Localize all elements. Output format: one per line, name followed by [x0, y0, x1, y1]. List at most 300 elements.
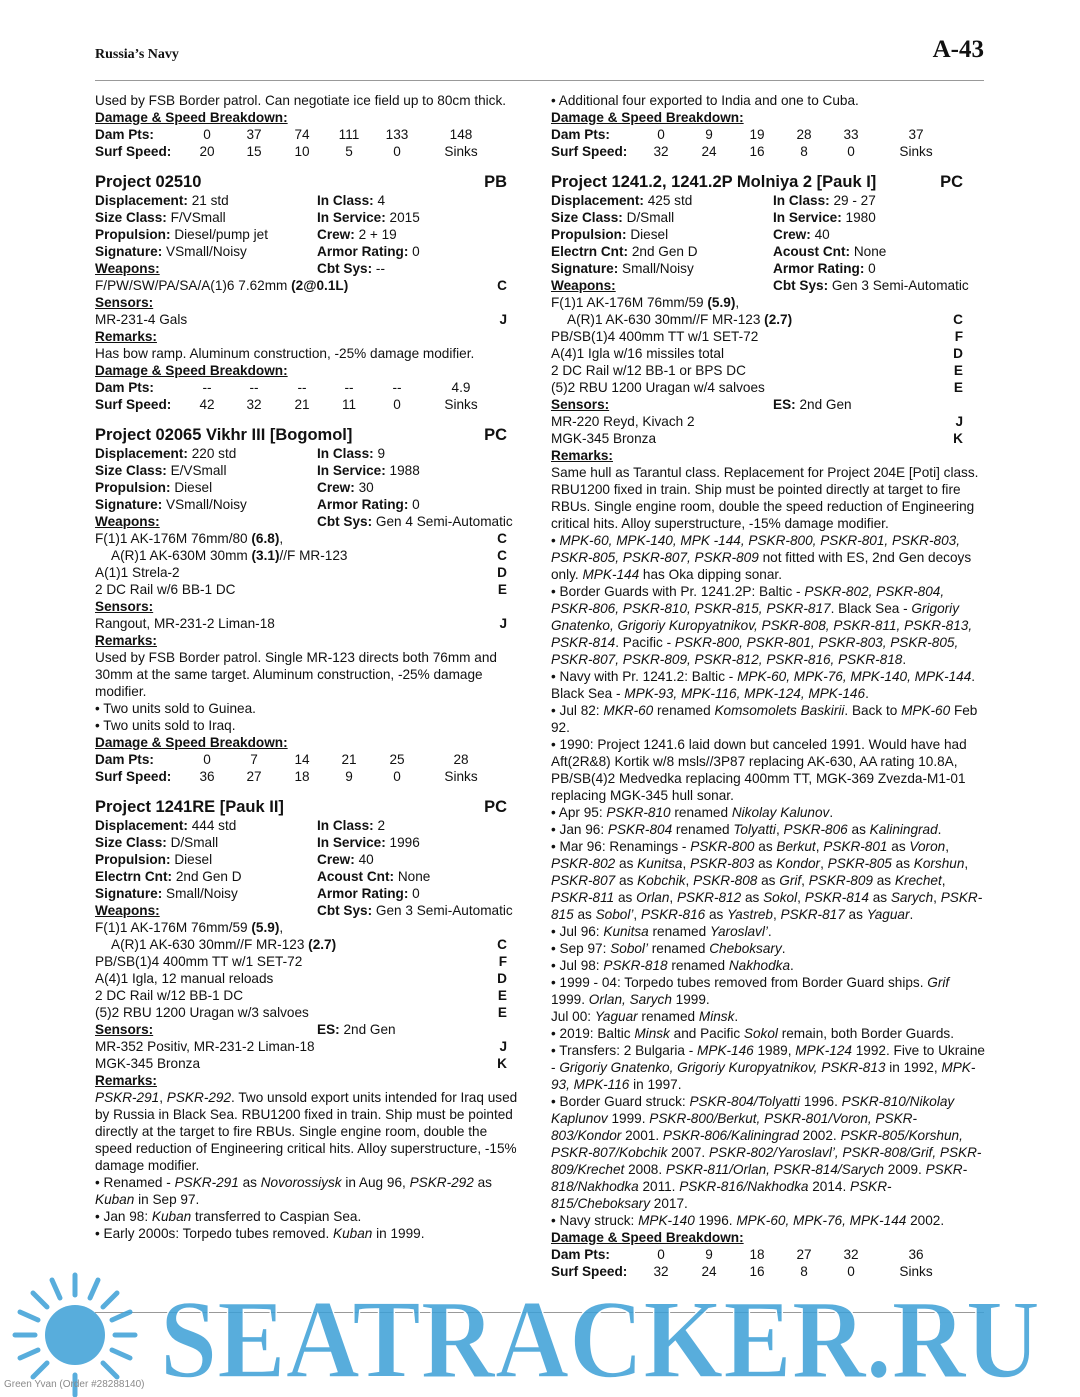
spec-value: 0 — [412, 497, 420, 512]
dam-value: 0 — [203, 127, 211, 142]
sensor-code: J — [499, 1039, 507, 1054]
spec-value: 2 — [377, 818, 386, 833]
speed-label: Surf Speed: — [95, 769, 172, 784]
weapon-text: PB/SB(1)4 400mm TT w/1 SET-72 — [551, 329, 759, 344]
spec-row — [95, 834, 525, 851]
weapon-text: , — [735, 295, 740, 310]
remark-bullet: • Apr 95: PSKR-810 renamed Nikolay Kalunov. — [551, 805, 834, 820]
sensor-code: J — [955, 414, 963, 429]
speed-row — [95, 396, 525, 413]
watermark — [0, 1265, 1080, 1397]
spec-label: Acoust Cnt: — [317, 869, 395, 884]
weapon-text: A(R)1 AK-630M 30mm — [111, 548, 252, 563]
weapon-code: C — [497, 278, 507, 293]
remark-bullet: • Border Guard struck: PSKR-804/Tolyatti 1996. PSKR-810/Nikolay Kaplunov 1999. PSKR-800/Berkut, PSKR-801/Voron, PSKR-803/Kondor 2001. PSKR-806/Kaliningrad 2002. PSKR-805/Korshun, PSKR-807/Kobchik 2007. PSKR-802/Yaroslavl’, PSKR-808/Grif, PSKR-809/Krechet 2008. PSKR-811/Orlan, PSKR-814/Sarych 2009. PSKR-818/Nakhodka 2011. PSKR-816/Nakhodka 2014. PSKR-815/Cheboksary 2017. — [551, 1094, 982, 1211]
spec-label: Armor Rating: — [317, 886, 409, 901]
dam-value: 148 — [449, 127, 473, 142]
sensor-line — [551, 413, 985, 430]
sensor-text: MR-220 Reyd, Kivach 2 — [551, 414, 695, 429]
sensors-label: Sensors: — [95, 295, 154, 310]
remark-text: Has bow ramp. Aluminum construction, -25% damage modifier. — [95, 346, 475, 361]
top-remark: Used by FSB Border patrol. Can negotiate ice field up to 80cm thick. — [95, 93, 507, 108]
weapon-text: , — [279, 531, 284, 546]
es-value: 2nd Gen — [343, 1022, 396, 1037]
ship-type: PC — [940, 173, 963, 191]
spec-label: Electrn Cnt: — [551, 244, 629, 259]
ship-title — [551, 172, 985, 192]
speed-value: 24 — [701, 1264, 717, 1279]
spec-row — [95, 513, 525, 530]
spec-label: Displacement: — [551, 193, 644, 208]
sun-logo-icon — [15, 1275, 135, 1395]
remark-bullet: • Jul 98: PSKR-818 renamed Nakhodka. — [551, 958, 794, 973]
es-label: ES: — [317, 1022, 340, 1037]
remark-text: Same hull as Tarantul class. Replacement for Project 204E [Poti] class. RBU1200 fixed in train. Ship must be pointed directly at target to fire RBUs. Single engine room, double the speed reduction of Engineering critical hits. Alloy superstructure, -15% damage modifier. — [551, 465, 979, 531]
sensor-line — [551, 430, 985, 447]
speed-value: 5 — [345, 144, 353, 159]
spec-row — [551, 260, 985, 277]
spec-value: 444 std — [191, 818, 237, 833]
speed-value: Sinks — [444, 144, 478, 159]
weapon-code: E — [953, 380, 963, 395]
spec-value: 220 std — [191, 446, 237, 461]
spec-value: D/Small — [170, 835, 219, 850]
remarks-label: Remarks: — [95, 1073, 157, 1088]
speed-value: 32 — [246, 397, 262, 412]
spec-value: Diesel — [174, 480, 213, 495]
weapon-rating: (5.9) — [251, 920, 280, 935]
speed-value: 16 — [749, 1264, 765, 1279]
spec-row — [95, 192, 525, 209]
spec-value: 40 — [814, 227, 830, 242]
dam-value: 4.9 — [451, 380, 471, 395]
remark-bullet: • Two units sold to Iraq. — [95, 718, 236, 733]
spec-label: Size Class: — [95, 835, 167, 850]
spec-label: In Service: — [317, 835, 386, 850]
remark-bullet: • Navy struck: MPK-140 1996. MPK-60, MPK-76, MPK-144 2002. — [551, 1213, 945, 1228]
dam-value: 37 — [246, 127, 262, 142]
speed-row — [95, 143, 525, 160]
ship-name: Project 1241RE [Pauk II] — [95, 798, 284, 816]
speed-row — [95, 768, 525, 785]
dam-value: 7 — [250, 752, 258, 767]
dam-value: 0 — [657, 1247, 665, 1262]
dam-value: -- — [202, 380, 212, 395]
weapon-text: A(R)1 AK-630 30mm//F MR-123 — [567, 312, 765, 327]
weapon-code: C — [497, 548, 507, 563]
dam-value: 28 — [796, 127, 812, 142]
spec-row — [95, 885, 525, 902]
spec-value: 1996 — [389, 835, 420, 850]
ship-type: PC — [484, 426, 507, 444]
spec-label: Signature: — [551, 261, 619, 276]
remark-bullet: • Jan 98: Kuban transferred to Caspian Sea. — [95, 1209, 362, 1224]
right-column — [551, 92, 985, 1280]
weapon-text: (5)2 RBU 1200 Uragan w/4 salvoes — [551, 380, 765, 395]
remark-text: PSKR-291, PSKR-292. Two unsold export units intended for Iraq used by Russia in Black Sea. RBU1200 fixed in train. Ship must be pointed directly at the target to fire RBUs. Single engine room, double the speed reduction of Engineering critical hits. Alloy superstructure, -15% damage modifier. — [95, 1090, 518, 1173]
spec-row — [551, 277, 985, 294]
spec-label: Crew: — [773, 227, 811, 242]
weapon-text: , — [279, 920, 284, 935]
spec-row — [95, 209, 525, 226]
speed-value: 9 — [345, 769, 353, 784]
spec-label: Cbt Sys: — [317, 261, 373, 276]
weapon-rating: (6.8) — [251, 531, 280, 546]
sensor-line — [95, 1038, 525, 1055]
dam-value: 21 — [341, 752, 357, 767]
weapon-code: F — [498, 954, 507, 969]
speed-value: 8 — [800, 144, 808, 159]
dam-row — [95, 751, 525, 768]
running-header: Russia’s Navy — [95, 47, 179, 62]
sensor-code: K — [953, 431, 963, 446]
speed-value: 8 — [800, 1264, 808, 1279]
speed-value: 15 — [246, 144, 262, 159]
weapon-text: F(1)1 AK-176M 76mm/59 — [95, 920, 252, 935]
dam-value: 0 — [203, 752, 211, 767]
spec-label: Displacement: — [95, 818, 188, 833]
spec-label: Crew: — [317, 852, 355, 867]
ship-title — [95, 425, 525, 445]
speed-value: 11 — [341, 397, 357, 412]
remark-text: Used by FSB Border patrol. Single MR-123 directs both 76mm and 30mm at the same target. Aluminum construction, -25% damage modifier. — [95, 650, 497, 699]
speed-value: 0 — [847, 1264, 855, 1279]
weapons-label: Weapons: — [95, 514, 160, 529]
sensors-label: Sensors: — [95, 599, 154, 614]
watermark-text: SEATRACKER.RU — [160, 1278, 1040, 1397]
spec-label: Propulsion: — [95, 852, 171, 867]
spec-label: Signature: — [95, 244, 163, 259]
weapon-line — [551, 345, 985, 362]
spec-label: Size Class: — [95, 463, 167, 478]
sensors-row — [551, 396, 985, 413]
weapon-text: F(1)1 AK-176M 76mm/59 — [551, 295, 708, 310]
sensor-line — [95, 615, 525, 632]
weapon-line — [551, 294, 985, 311]
spec-label: Armor Rating: — [317, 244, 409, 259]
spec-label: Armor Rating: — [317, 497, 409, 512]
spec-label: Signature: — [95, 497, 163, 512]
spec-label: Propulsion: — [95, 227, 171, 242]
spec-value: 40 — [358, 852, 374, 867]
weapon-code: C — [497, 531, 507, 546]
remark-bullet: Jul 00: Yaguar renamed Minsk. — [551, 1009, 739, 1024]
weapon-code: E — [953, 363, 963, 378]
spec-label: Size Class: — [551, 210, 623, 225]
dsb-title: Damage & Speed Breakdown: — [95, 363, 288, 378]
ship-name: Project 02065 Vikhr III [Bogomol] — [95, 426, 353, 444]
dsb-title: Damage & Speed Breakdown: — [95, 110, 288, 125]
spec-label: Propulsion: — [95, 480, 171, 495]
dam-label: Dam Pts: — [95, 127, 154, 142]
dam-value: -- — [344, 380, 354, 395]
weapons-label: Weapons: — [551, 278, 616, 293]
speed-value: 20 — [199, 144, 215, 159]
speed-value: 18 — [294, 769, 310, 784]
spec-value: None — [397, 869, 431, 884]
remarks-label: Remarks: — [95, 329, 157, 344]
sensor-text: MR-352 Positiv, MR-231-2 Liman-18 — [95, 1039, 315, 1054]
speed-value: Sinks — [899, 1264, 933, 1279]
spec-value: 425 std — [647, 193, 693, 208]
weapon-line — [95, 277, 525, 294]
spec-label: Crew: — [317, 227, 355, 242]
speed-label: Surf Speed: — [551, 1264, 628, 1279]
dam-value: 18 — [749, 1247, 765, 1262]
dam-value: 111 — [338, 127, 360, 142]
weapon-text: F(1)1 AK-176M 76mm/80 — [95, 531, 252, 546]
speed-value: 21 — [294, 397, 310, 412]
weapon-line — [95, 564, 525, 581]
speed-value: Sinks — [899, 144, 933, 159]
remark-bullet: • Jul 96: Kunitsa renamed Yaroslavl’. — [551, 924, 772, 939]
weapon-line — [95, 581, 525, 598]
spec-label: Crew: — [317, 480, 355, 495]
weapon-code: D — [497, 565, 507, 580]
spec-label: Armor Rating: — [773, 261, 865, 276]
speed-value: 16 — [749, 144, 765, 159]
remark-bullet: • Two units sold to Guinea. — [95, 701, 256, 716]
remark-bullet: • 2019: Baltic Minsk and Pacific Sokol remain, both Border Guards. — [551, 1026, 954, 1041]
spec-label: In Service: — [317, 463, 386, 478]
weapon-text: A(1)1 Strela-2 — [95, 565, 180, 580]
spec-value: Gen 4 Semi-Automatic — [375, 514, 513, 529]
sensor-text: MGK-345 Bronza — [95, 1056, 201, 1071]
dam-row — [95, 126, 525, 143]
speed-label: Surf Speed: — [95, 144, 172, 159]
remark-bullet: • 1999 - 04: Torpedo tubes removed from Border Guard ships. Grif 1999. Orlan, Sarych 1999. — [551, 975, 950, 1007]
speed-value: 0 — [393, 769, 401, 784]
weapon-line — [95, 530, 525, 547]
weapon-text: (5)2 RBU 1200 Uragan w/3 salvoes — [95, 1005, 309, 1020]
sensors-row — [95, 1021, 525, 1038]
speed-value: 0 — [393, 144, 401, 159]
spec-value: F/VSmall — [170, 210, 226, 225]
speed-value: 32 — [653, 144, 669, 159]
spec-label: In Service: — [317, 210, 386, 225]
weapon-text: PB/SB(1)4 400mm TT w/1 SET-72 — [95, 954, 303, 969]
spec-row — [95, 462, 525, 479]
spec-value: VSmall/Noisy — [166, 244, 247, 259]
speed-value: 32 — [653, 1264, 669, 1279]
ship-type: PC — [484, 798, 507, 816]
dam-value: 27 — [796, 1247, 812, 1262]
spec-label: Cbt Sys: — [773, 278, 829, 293]
spec-value: 1980 — [845, 210, 876, 225]
dam-value: 37 — [908, 127, 924, 142]
spec-value: 2nd Gen D — [175, 869, 242, 884]
spec-value: Diesel — [174, 852, 213, 867]
speed-value: 27 — [246, 769, 262, 784]
speed-value: 10 — [294, 144, 310, 159]
sensor-line — [95, 1055, 525, 1072]
spec-row — [551, 226, 985, 243]
weapon-text: 2 DC Rail w/6 BB-1 DC — [95, 582, 236, 597]
spec-label: Propulsion: — [551, 227, 627, 242]
dam-row — [551, 126, 985, 143]
dam-label: Dam Pts: — [95, 380, 154, 395]
dam-value: 25 — [389, 752, 405, 767]
spec-value: 2nd Gen D — [631, 244, 698, 259]
es-value: 2nd Gen — [799, 397, 852, 412]
speed-value: 0 — [393, 397, 401, 412]
spec-row — [95, 260, 525, 277]
speed-row — [551, 143, 985, 160]
remark-bullet: • Early 2000s: Torpedo tubes removed. Kuban in 1999. — [95, 1226, 425, 1241]
sensor-text: Rangout, MR-231-2 Liman-18 — [95, 616, 275, 631]
dam-value: -- — [392, 380, 402, 395]
spec-value: Diesel — [630, 227, 669, 242]
remark-bullet: • Navy with Pr. 1241.2: Baltic - MPK-60, MPK-76, MPK-140, MPK-144. Black Sea - MPK-93, MPK-116, MPK-124, MPK-146. — [551, 669, 976, 701]
ship-title — [95, 797, 525, 817]
sensor-code: K — [497, 1056, 507, 1071]
dam-value: -- — [249, 380, 259, 395]
weapon-line — [95, 919, 525, 936]
speed-label: Surf Speed: — [95, 397, 172, 412]
weapon-code: D — [497, 971, 507, 986]
spec-value: Small/Noisy — [166, 886, 238, 901]
remark-bullet: • Sep 97: Sobol’ renamed Cheboksary. — [551, 941, 786, 956]
spec-label: In Class: — [317, 446, 374, 461]
spec-label: Displacement: — [95, 193, 188, 208]
spec-label: In Class: — [317, 818, 374, 833]
sensor-line — [95, 311, 525, 328]
left-column — [95, 92, 525, 1242]
speed-value: 24 — [701, 144, 717, 159]
weapon-line — [95, 970, 525, 987]
dam-value: 19 — [749, 127, 765, 142]
speed-value: 0 — [847, 144, 855, 159]
spec-value: 30 — [358, 480, 374, 495]
remark-bullet: • Jul 82: MKR-60 renamed Komsomolets Baskirii. Back to MPK-60 Feb 92. — [551, 703, 978, 735]
spec-value: D/Small — [626, 210, 675, 225]
sensors-label: Sensors: — [551, 397, 610, 412]
spec-value: VSmall/Noisy — [166, 497, 247, 512]
header-rule — [95, 80, 984, 81]
dam-value: 36 — [908, 1247, 924, 1262]
weapon-text: F/PW/SW/PA/SA/A(1)6 7.62mm — [95, 278, 288, 293]
remark-bullet: • MPK-60, MPK-140, MPK -144, PSKR-800, PSKR-801, PSKR-803, PSKR-805, PSKR-807, PSKR-809 not fitted with ES, 2nd Gen decoys only. MPK-144 has Oka dipping sonar. — [551, 533, 972, 582]
dam-label: Dam Pts: — [551, 1247, 610, 1262]
spec-row — [95, 851, 525, 868]
spec-row — [95, 243, 525, 260]
dsb-title: Damage & Speed Breakdown: — [551, 1230, 744, 1245]
spec-value: E/VSmall — [170, 463, 227, 478]
remark-bullet: • Renamed - PSKR-291 as Novorossiysk in Aug 96, PSKR-292 as Kuban in Sep 97. — [95, 1175, 492, 1207]
weapon-code: D — [953, 346, 963, 361]
weapon-rating: (2@0.1L) — [291, 278, 349, 293]
dam-value: 9 — [705, 1247, 713, 1262]
speed-value: Sinks — [444, 769, 478, 784]
weapon-line — [95, 547, 525, 564]
spec-label: In Class: — [773, 193, 830, 208]
ship-title — [95, 172, 525, 192]
weapon-line — [551, 379, 985, 396]
dam-value: 74 — [294, 127, 310, 142]
dam-label: Dam Pts: — [95, 752, 154, 767]
weapons-label: Weapons: — [95, 903, 160, 918]
dam-value: 14 — [294, 752, 310, 767]
dam-value: -- — [297, 380, 307, 395]
remark-bullet: • Mar 96: Renamings - PSKR-800 as Berkut, PSKR-801 as Voron, PSKR-802 as Kunitsa, PSKR-803 as Kondor, PSKR-805 as Korshun, PSKR-807 as Kobchik, PSKR-808 as Grif, PSKR-809 as Krechet, PSKR-811 as Orlan, PSKR-812 as Sokol, PSKR-814 as Sarych, PSKR-815 as Sobol’, PSKR-816 as Yastreb, PSKR-817 as Yaguar. — [551, 839, 983, 922]
spec-row — [95, 868, 525, 885]
speed-value: 42 — [199, 397, 215, 412]
speed-label: Surf Speed: — [551, 144, 628, 159]
weapon-text: A(R)1 AK-630 30mm//F MR-123 — [111, 937, 309, 952]
spec-label: In Service: — [773, 210, 842, 225]
spec-value: 21 std — [191, 193, 229, 208]
weapon-text: 2 DC Rail w/12 BB-1 or BPS DC — [551, 363, 746, 378]
spec-value: Diesel/pump jet — [174, 227, 269, 242]
weapon-code: C — [497, 937, 507, 952]
top-remark: • Additional four exported to India and one to Cuba. — [551, 93, 859, 108]
dam-label: Dam Pts: — [551, 127, 610, 142]
weapon-rating: (5.9) — [707, 295, 736, 310]
spec-label: In Class: — [317, 193, 374, 208]
weapon-line — [551, 328, 985, 345]
dam-value: 9 — [705, 127, 713, 142]
spec-row — [95, 902, 525, 919]
weapon-text: //F MR-123 — [279, 548, 348, 563]
weapon-rating: (3.1) — [251, 548, 280, 563]
spec-value: 29 - 27 — [833, 193, 876, 208]
spec-row — [551, 243, 985, 260]
weapons-label: Weapons: — [95, 261, 160, 276]
sensor-code: J — [499, 616, 507, 631]
weapon-text: 2 DC Rail w/12 BB-1 DC — [95, 988, 244, 1003]
weapon-line — [95, 936, 525, 953]
dsb-title: Damage & Speed Breakdown: — [95, 735, 288, 750]
weapon-text: A(4)1 Igla w/16 missiles total — [551, 346, 725, 361]
remarks-label: Remarks: — [551, 448, 613, 463]
dam-value: 33 — [843, 127, 859, 142]
spec-value: Small/Noisy — [622, 261, 694, 276]
spec-label: Size Class: — [95, 210, 167, 225]
es-label: ES: — [773, 397, 796, 412]
spec-row — [95, 445, 525, 462]
dam-value: 28 — [453, 752, 469, 767]
sensors-label: Sensors: — [95, 1022, 154, 1037]
dsb-title: Damage & Speed Breakdown: — [551, 110, 744, 125]
spec-label: Cbt Sys: — [317, 514, 373, 529]
spec-value: 2015 — [389, 210, 420, 225]
weapon-text: A(4)1 Igla, 12 manual reloads — [95, 971, 274, 986]
spec-row — [95, 496, 525, 513]
spec-label: Acoust Cnt: — [773, 244, 851, 259]
dam-value: 133 — [385, 127, 409, 142]
spec-value: 4 — [377, 193, 386, 208]
weapon-code: E — [497, 988, 507, 1003]
spec-value: 0 — [412, 244, 420, 259]
dam-row — [551, 1246, 985, 1263]
weapon-code: C — [953, 312, 963, 327]
page-number: A-43 — [932, 36, 984, 63]
speed-value: 36 — [199, 769, 215, 784]
dam-value: 0 — [657, 127, 665, 142]
ship-name: Project 02510 — [95, 173, 202, 191]
spec-label: Displacement: — [95, 446, 188, 461]
spec-value: Gen 3 Semi-Automatic — [831, 278, 969, 293]
spec-value: 0 — [412, 886, 420, 901]
sensor-text: MGK-345 Bronza — [551, 431, 657, 446]
remark-bullet: • Transfers: 2 Bulgaria - MPK-146 1989, MPK-124 1992. Five to Ukraine - Grigoriy Gnatenko, Grigoriy Kuropyatnikov, PSKR-813 in 1992, MPK-93, MPK-116 in 1997. — [551, 1043, 985, 1092]
speed-value: Sinks — [444, 397, 478, 412]
weapon-line — [95, 953, 525, 970]
dam-value: 32 — [843, 1247, 859, 1262]
spec-row — [95, 479, 525, 496]
weapon-rating: (2.7) — [764, 312, 793, 327]
spec-value: Gen 3 Semi-Automatic — [375, 903, 513, 918]
